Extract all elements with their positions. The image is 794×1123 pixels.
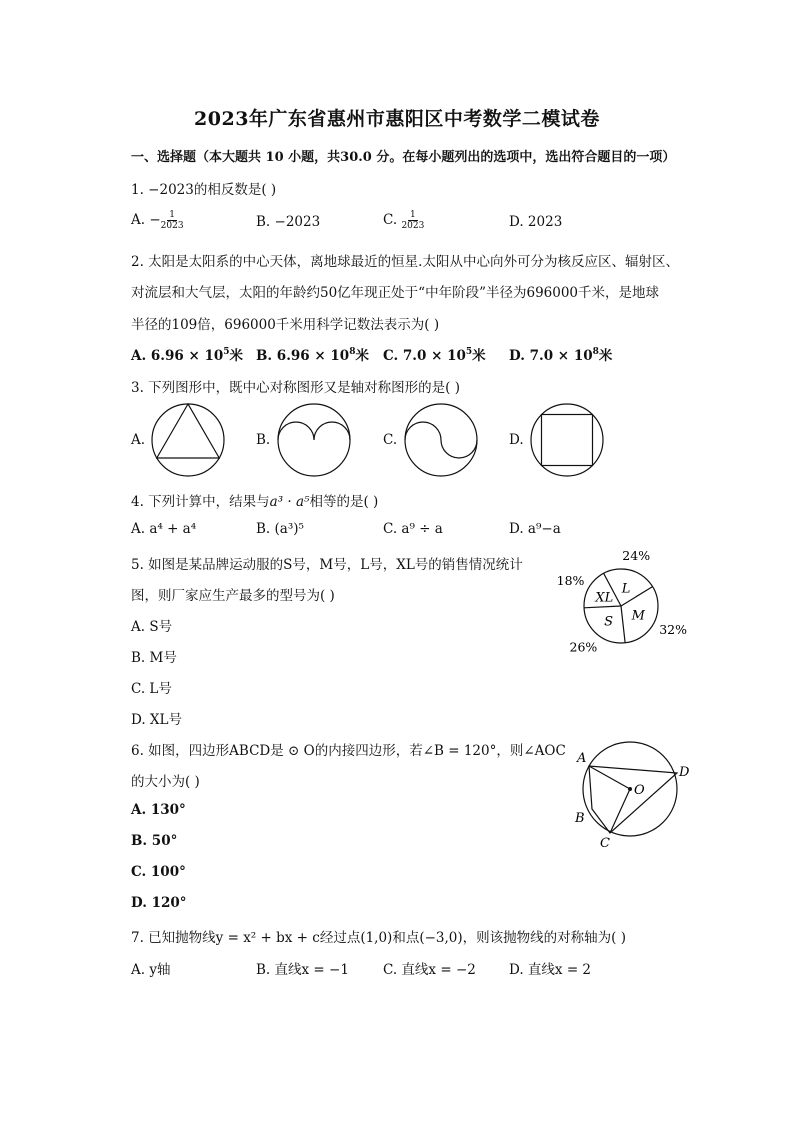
inscribed-quadrilateral-figure [568,738,698,850]
q1-option-d: D. 2023 [509,214,563,230]
segment-co [610,789,630,833]
page-title: 2023年广东省惠州市惠阳区中考数学二模试卷 [194,108,600,130]
point-d-label: D [679,765,690,780]
pie-percent-label-s: 26% [569,639,598,655]
q2-option-c: C. $7.0 \times 10^5$米 [383,347,486,364]
q7-option-a: A. y轴 [131,962,171,978]
q1-option-a: A. − $\frac{1}{2023}$ [131,210,184,231]
quadrilateral-abcd [589,766,677,833]
q5-option-d: D. XL号 [131,712,183,728]
question-2-line-3: 半径的109倍，696000千米用科学记数法表示为( ) [131,317,440,333]
center-point-o [628,787,632,791]
pie-percent-label-xl: 18% [556,572,585,588]
q4-option-c: C. a⁹ ÷ a [383,521,443,537]
point-c-label: C [600,836,610,851]
circle-with-s-curve-figure [403,402,479,478]
question-6-line-2: 的大小为( ) [131,774,200,790]
q5-option-b: B. M号 [131,650,177,666]
pie-slice-label-s: S [604,614,613,630]
q4-option-d: D. a⁹−a [509,521,561,537]
question-2-line-1: 2. 太阳是太阳系的中心天体，离地球最近的恒星.太阳从中心向外可分为核反应区、辐射区、 [131,254,679,270]
pie-slice-boundary-s [621,606,625,643]
point-b-label: B [575,811,585,826]
q6-option-a: A. 130° [131,802,186,818]
question-6-line-1: 6. 如图，四边形ABCD是 ⊙ O的内接四边形，若∠B = 120°，则∠AOC [131,743,566,759]
q7-option-b: B. 直线x = −1 [256,962,349,978]
pie-slice-label-m: M [631,608,645,624]
q1-option-b: B. −2023 [256,214,321,230]
q5-option-a: A. S号 [131,619,173,635]
pie-percent-label-l: 24% [622,547,651,563]
pie-percent-label-m: 32% [659,622,688,638]
pie-slice-label-xl: XL [595,590,614,606]
q6-option-c: C. 100° [131,864,186,880]
section-heading: 一、选择题（本大题共 10 小题，共30.0 分。在每小题列出的选项中，选出符合题目的一项） [131,150,676,165]
size-sales-pie-chart [540,548,700,664]
question-5-line-1: 5. 如图是某品牌运动服的S号，M号，L号，XL号的销售情况统计 [131,557,523,573]
q3-option-c-label: C. [383,432,398,448]
question-4-stem: 4. 下列计算中，结果与a³ · a⁵相等的是( ) [131,494,379,510]
q5-option-c: C. L号 [131,681,172,697]
question-2-line-2: 对流层和大气层，太阳的年龄约50亿年现正处于“中年阶段”半径为696000千米，是地球 [131,285,660,301]
circle-with-heart-arcs-figure [276,402,352,478]
q3-option-d-label: D. [509,432,524,448]
circle-with-square-figure [529,402,605,478]
pie-slice-label-l: L [621,581,631,597]
q6-option-d: D. 120° [131,895,187,911]
circle-with-triangle-figure [150,402,226,478]
q6-option-b: B. 50° [131,833,178,849]
pie-slice-boundary-xl [584,606,621,608]
question-1-stem: 1. −2023的相反数是( ) [131,182,277,198]
q4-option-a: A. a⁴ + a⁴ [131,521,197,537]
q4-option-b: B. (a³)⁵ [256,521,304,537]
q2-option-a: A. $6.96 \times 10^5$米 [131,347,244,364]
point-a-label: A [577,751,587,766]
q2-option-b: B. $6.96 \times 10^8$米 [256,347,369,364]
question-3-stem: 3. 下列图形中，既中心对称图形又是轴对称图形的是( ) [131,380,460,396]
point-o-label: O [634,783,645,798]
q2-option-d: D. $7.0 \times 10^8$米 [509,347,613,364]
question-5-line-2: 图，则厂家应生产最多的型号为( ) [131,588,335,604]
segment-ao [589,766,630,789]
q7-option-d: D. 直线x = 2 [509,962,592,978]
q7-option-c: C. 直线x = −2 [383,962,476,978]
q3-option-b-label: B. [256,432,271,448]
question-7-stem: 7. 已知抛物线y = x² + bx + c经过点(1,0)和点(−3,0)，则该抛物线的对称轴为( ) [131,930,626,946]
q3-option-a-label: A. [131,432,146,448]
q1-option-c: C. $\frac{1}{2023}$ [383,210,425,231]
